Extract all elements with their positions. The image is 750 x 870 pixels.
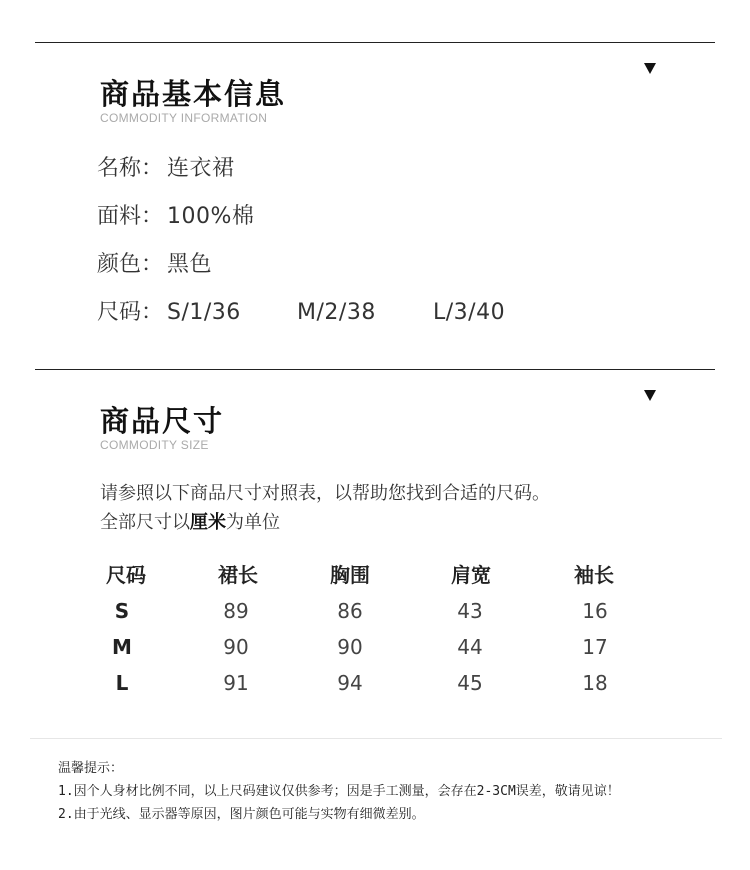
table-cell: 90 bbox=[223, 635, 249, 659]
table-cell: 44 bbox=[457, 635, 483, 659]
table-cell: 16 bbox=[582, 599, 608, 623]
size-option: L/3/40 bbox=[433, 300, 506, 325]
table-header: 裙长 bbox=[218, 563, 258, 587]
info-label: 面料： bbox=[97, 204, 164, 229]
info-value: 黑色 bbox=[167, 252, 213, 277]
table-header: 尺码 bbox=[106, 563, 146, 587]
size-option: M/2/38 bbox=[297, 300, 376, 325]
section-subtitle-size: COMMODITY SIZE bbox=[100, 438, 209, 452]
info-label: 尺码： bbox=[97, 300, 164, 325]
size-unit-note: 全部尺寸以厘米为单位 bbox=[100, 512, 280, 533]
section-title-size: 商品尺寸 bbox=[100, 404, 225, 438]
table-cell: 43 bbox=[457, 599, 483, 623]
table-cell: S bbox=[114, 599, 130, 623]
collapse-triangle-icon[interactable] bbox=[644, 390, 656, 401]
info-value: 100%棉 bbox=[167, 204, 255, 229]
table-cell: 45 bbox=[457, 671, 483, 695]
tips-divider bbox=[30, 738, 722, 739]
section-subtitle-info: COMMODITY INFORMATION bbox=[100, 111, 268, 125]
table-cell: M bbox=[112, 635, 132, 659]
info-value: 连衣裙 bbox=[167, 156, 235, 181]
table-header: 胸围 bbox=[330, 563, 370, 587]
size-description: 请参照以下商品尺寸对照表，以帮助您找到合适的尺码。 bbox=[100, 483, 550, 504]
tips-line-2: 2.由于光线、显示器等原因，图片颜色可能与实物有细微差别。 bbox=[58, 807, 425, 822]
table-cell: 94 bbox=[337, 671, 363, 695]
collapse-triangle-icon[interactable] bbox=[644, 63, 656, 74]
table-cell: L bbox=[115, 671, 129, 695]
section-divider-size bbox=[35, 369, 715, 370]
tips-heading: 温馨提示： bbox=[58, 761, 124, 776]
table-header: 肩宽 bbox=[451, 563, 491, 587]
table-header: 袖长 bbox=[574, 563, 614, 587]
table-cell: 17 bbox=[582, 635, 608, 659]
info-row-color bbox=[97, 250, 212, 280]
table-cell: 89 bbox=[223, 599, 249, 623]
section-divider-info bbox=[35, 42, 715, 43]
info-label: 颜色： bbox=[97, 252, 164, 277]
table-cell: 91 bbox=[223, 671, 249, 695]
size-option: S/1/36 bbox=[167, 300, 241, 325]
tips-line-1: 1.因个人身材比例不同，以上尺码建议仅供参考；因是手工测量，会存在2-3CM误差，敬请见谅！ bbox=[58, 784, 620, 799]
info-row-size bbox=[97, 298, 505, 328]
table-cell: 18 bbox=[582, 671, 608, 695]
section-title-info: 商品基本信息 bbox=[100, 77, 287, 111]
info-row-name bbox=[97, 154, 235, 184]
table-cell: 86 bbox=[337, 599, 363, 623]
info-label: 名称： bbox=[97, 156, 164, 181]
table-cell: 90 bbox=[337, 635, 363, 659]
info-row-fabric bbox=[97, 202, 254, 232]
